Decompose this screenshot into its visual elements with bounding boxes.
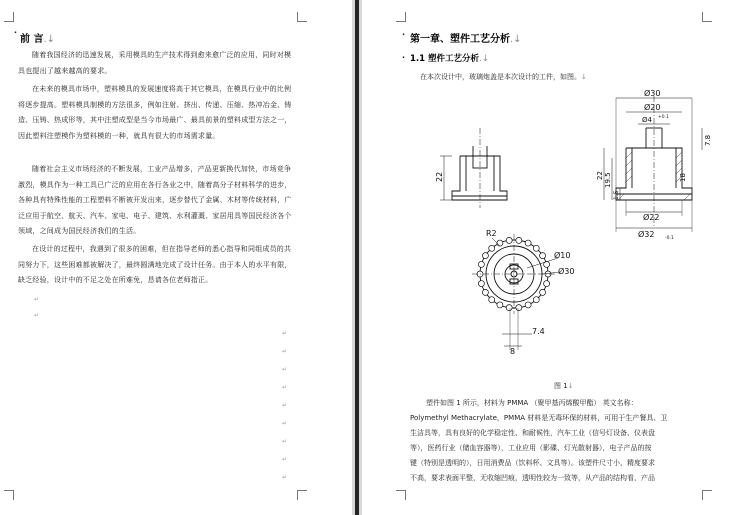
- crop-mark: [4, 12, 14, 22]
- gear-scallop: [544, 281, 550, 287]
- crop-mark: [702, 12, 712, 22]
- dim-w8: 8: [510, 347, 516, 356]
- dim-h22-left: 22: [435, 171, 444, 182]
- crop-mark: [396, 12, 406, 22]
- gear-scallop: [497, 240, 503, 246]
- preface-paragraph-3: 随着社会主义市场经济的不断发展，工业产品增多，产品更新换代加快，市场竞争激烈，模具作为一种工具已广泛的应用在各行各业之中，随着高分子材料科学的进步，各种具有特殊性能的工程塑料不断被开发出来，逐步替代了金属、木材等传统材料，广泛应用于航空、航天、汽车、家电、电子、建筑、水利灌溉、家居用具等国民经济各个领域，之间成为国民经济我们的生活。: [18, 165, 292, 236]
- paragraph-mark: ↵: [282, 384, 288, 391]
- dim-h1-5: 1.5: [613, 190, 620, 200]
- gear-scallop: [482, 289, 488, 295]
- gear-scallop: [540, 289, 546, 295]
- heading-bullet: ·: [14, 28, 18, 37]
- body-line-6: 不高，要求表面平整，无收缩凹痕，透明性较为一致等，从产品的结构看，产品: [410, 474, 655, 482]
- gear-scallop: [506, 237, 512, 243]
- chapter-title: 第一章、塑件工艺分析.↓: [410, 34, 522, 45]
- dim-h7-8: 7.8: [704, 134, 712, 146]
- gear-scallop: [497, 302, 503, 308]
- figure-caption: 图 1↓: [554, 382, 574, 390]
- dim-d30-top: Ø30: [644, 89, 661, 98]
- paragraph-mark: ↵: [34, 296, 40, 303]
- dim-h19-5: 19.5: [604, 172, 612, 188]
- dim-d30-bottom: Ø30: [558, 267, 575, 276]
- dim-h22-right: 22: [596, 171, 604, 180]
- crop-mark: [702, 490, 712, 500]
- heading-bullet: ·: [402, 53, 406, 62]
- section-view: [604, 96, 702, 232]
- body-line-3: 生洁具等，具有良好的化学稳定性、和耐候性，汽车工业（信号灯设备、仪表盘: [410, 429, 655, 437]
- right-page: [362, 0, 733, 515]
- paragraph-mark: ↵: [282, 456, 288, 463]
- paragraph-mark: ↵: [282, 348, 288, 355]
- part-drawing: [362, 88, 733, 388]
- crop-mark: [297, 490, 307, 500]
- body-line-5: 键（特别是透明的），日用消费品（饮料杯、文具等）。该塑件尺寸小，精度要求: [410, 459, 655, 467]
- paragraph-mark: ↵: [282, 402, 288, 409]
- body-line-1: 塑件如图 1 所示，材料为 PMMA （聚甲基丙烯酸甲酯） 英文名称：: [426, 399, 638, 407]
- gear-scallop: [478, 261, 484, 267]
- preface-paragraph-4: 在设计的过程中，我遇到了很多的困难，但在指导老师的悉心指导和同组成员的共同努力下，这些困难都被解决了，最终圆满地完成了设计任务。由于本人的水平有限，缺乏经验，设计中的不足之处在所难免，恳请各位老师指正。: [18, 245, 292, 285]
- section-title: 1.1 塑件工艺分析.↓: [410, 54, 489, 64]
- paragraph-mark: ↵: [282, 438, 288, 445]
- paragraph-mark: ↵: [34, 312, 40, 319]
- gear-scallop: [533, 297, 539, 303]
- intro-text: 在本次设计中，玻璃炮盖是本次设计的工件，如图。↓: [420, 73, 587, 81]
- gear-scallop: [525, 240, 531, 246]
- body-line-4: 等），医药行业（储血容器等），工业应用（影碟、灯光散射器），电子产品的按: [410, 444, 652, 452]
- gear-scallop: [489, 245, 495, 251]
- top-view: [472, 234, 560, 350]
- gear-scallop: [533, 245, 539, 251]
- dim-d4: Ø4: [642, 116, 652, 124]
- paragraph-mark: ↵: [282, 474, 288, 481]
- left-page: [0, 0, 352, 515]
- dim-d4-tolerance: +0.1: [658, 115, 669, 120]
- gear-scallop: [506, 305, 512, 311]
- elevation-view: [440, 128, 507, 208]
- paragraph-mark: ↵: [282, 366, 288, 373]
- preface-heading: 前 言.↓: [20, 34, 56, 45]
- paragraph-mark: ↵: [282, 420, 288, 427]
- gear-scallop: [516, 305, 522, 311]
- dim-d20: Ø20: [644, 103, 661, 112]
- dim-h18: 18: [679, 173, 687, 182]
- gear-scallop: [478, 281, 484, 287]
- gear-scallop: [540, 253, 546, 259]
- dim-d10: Ø10: [554, 251, 571, 260]
- body-line-2: Polymethyl Methacrylate，PMMA 材料是无毒环保的材料，可用于生产餐具、卫: [410, 414, 668, 422]
- heading-bullet: ·: [402, 30, 406, 39]
- gear-scallop: [516, 237, 522, 243]
- page-gutter: [352, 0, 362, 515]
- paragraph-mark: ↵: [282, 330, 288, 337]
- gear-scallop: [525, 302, 531, 308]
- dim-w7-4: 7.4: [532, 327, 545, 336]
- dim-d32: Ø32: [638, 230, 655, 239]
- dim-r2: R2: [486, 229, 497, 238]
- dim-d22: Ø22: [643, 213, 660, 222]
- dim-d32-tolerance: -0.1: [665, 236, 674, 241]
- crop-mark: [4, 490, 14, 500]
- gear-scallop: [482, 253, 488, 259]
- gear-scallop: [489, 297, 495, 303]
- crop-mark: [396, 490, 406, 500]
- preface-paragraph-2: 在未来的模具市场中，塑料模具的发展速度将高于其它模具，在模具行业中的比例将逐步提高。塑料模具制模的方法很多，例如注射、挤出、传递、压缩、热冲冶金、铸造、压铸、热成形等，其中注塑成型是当今市场最广、最具前景的塑料成型方法之一，因此塑料注塑模作为塑料模的一种，就具有很大的市场需求量。: [18, 85, 292, 140]
- crop-mark: [297, 12, 307, 22]
- preface-paragraph-1: 随着我国经济的迅速发展，采用模具的生产技术得到愈来愈广泛的应用，同时对模具也提出了越来越高的要求。: [18, 51, 292, 75]
